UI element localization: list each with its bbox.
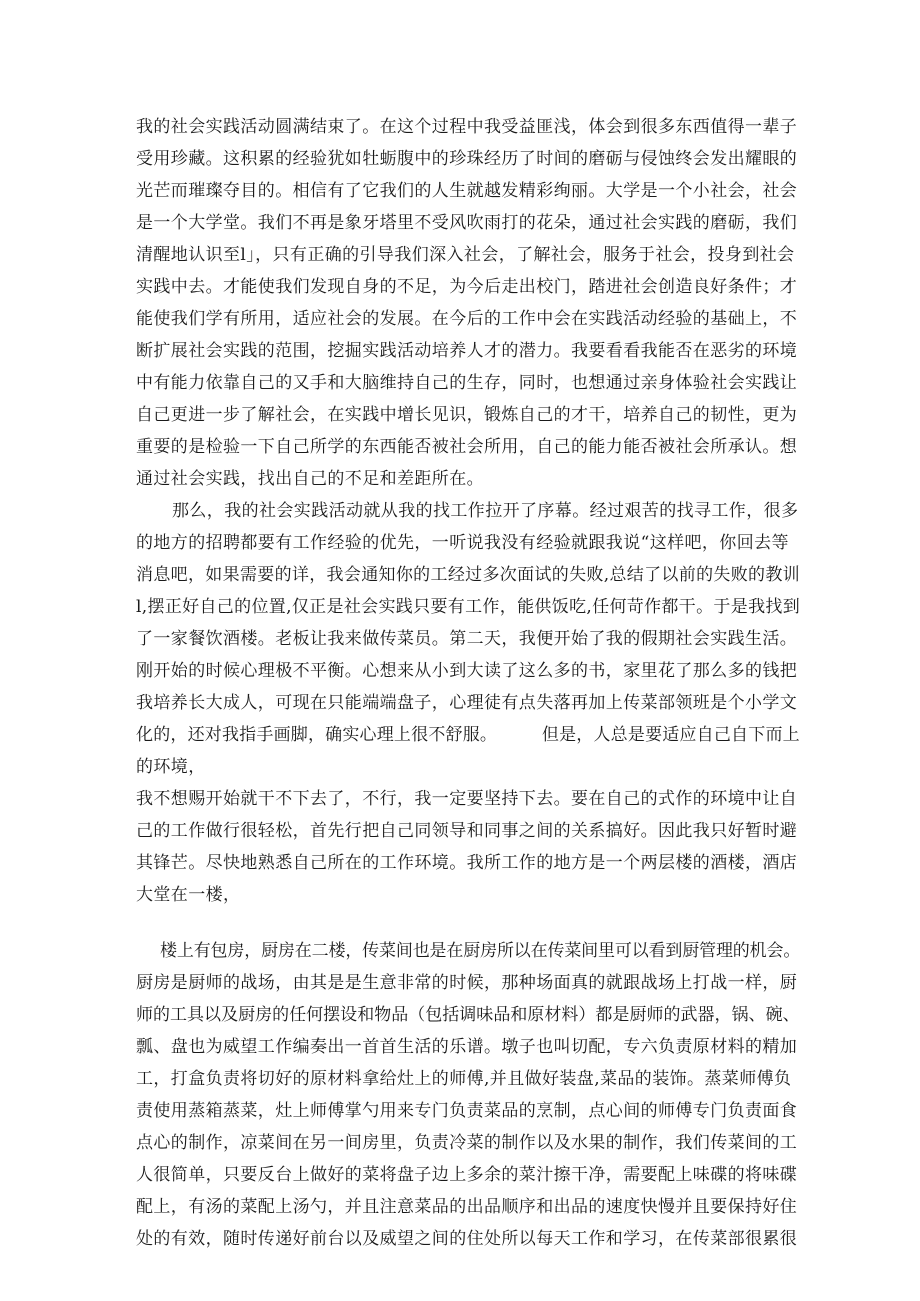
text-line: 工，打盒负责将切好的原材料拿给灶上的师傅,并且做好装盘,菜品的装饰。蒸菜师傅负 (136, 1069, 792, 1089)
text-line: 处的有效，随时传递好前台以及威望之间的住处所以每天工作和学习，在传菜部很累很 (136, 1229, 798, 1249)
text-line: 那么，我的社会实践活动就从我的找工作拉开了序幕。经过艰苦的找寻工作，很多 (172, 501, 799, 521)
text-line: 的地方的招聘都要有工作经验的优先，一听说我没有经验就跟我说“这样吧，你回去等 (136, 533, 789, 553)
text-line: l,摆正好自己的位置,仅正是社会实践只要有工作，能供饭吃,任何苛作都干。于是我找到 (136, 597, 801, 617)
text-line: 断扩展社会实践的范围，挖掘实践活动培养人才的潜力。我要看看我能否在恶劣的环境 (136, 341, 798, 361)
text-line: 中有能力依靠自己的又手和大脑维持自己的生存，同时，也想通过亲身体验社会实践让 (136, 373, 798, 393)
text-line: 师的工具以及厨房的任何摆设和物品（包括调味品和原材料）都是厨师的武器，锅、碗、 (136, 1005, 800, 1025)
text-line: 己的工作做行很轻松，首先行把自己同领导和同事之间的关系搞好。因此我只好暂时避 (136, 821, 798, 841)
text-line: 受用珍藏。这积累的经验犹如牡蛎腹中的珍珠经历了时间的磨砺与侵蚀终会发出耀眼的 (136, 149, 798, 169)
text-line: 了一家餐饮酒楼。老板让我来做传菜员。第二天，我便开始了我的假期社会实践生活。 (136, 629, 798, 649)
text-line: 我的社会实践活动圆满结束了。在这个过程中我受益匪浅，体会到很多东西值得一辈子 (136, 117, 798, 137)
text-line: 人很简单，只要反台上做好的菜将盘子边上多余的菜汁擦干净，需要配上味碟的将味碟 (136, 1165, 798, 1185)
text-line: 其锋芒。尽快地熟悉自己所在的工作环境。我所工作的地方是一个两层楼的酒楼，酒店 (136, 853, 798, 873)
text-line: 清醒地认识至l」，只有正确的引导我们深入社会，了解社会，服务于社会，投身到社会 (136, 245, 795, 265)
text-line: 是一个大学堂。我们不再是象牙塔里不受风吹雨打的花朵，通过社会实践的磨砺，我们 (136, 213, 798, 233)
text-line: 自己更进一步了解社会，在实践中增长见识，锻炼自己的才干，培养自己的韧性，更为 (136, 405, 798, 425)
text-line: 配上，有汤的菜配上汤勺，并且注意菜品的出品顺序和出品的速度快慢并且要保持好住 (136, 1197, 798, 1217)
text-line: 消息吧，如果需要的详，我会通知你的工经过多次面试的失败,总结了以前的失败的教训 (136, 565, 801, 585)
text-line: 大堂在一楼， (136, 885, 241, 905)
text-line: 我不想赐开始就干不下去了，不行，我一定要坚持下去。要在自己的式作的环境中让自 (136, 789, 798, 809)
text-line: 实践中去。才能使我们发现自身的不足，为今后走出校门，踏进社会创造良好条件；才 (136, 277, 798, 297)
text-line: 光芒而璀璨夺目的。相信有了它我们的人生就越发精彩绚丽。大学是一个小社会，社会 (136, 181, 798, 201)
text-line: 瓢、盘也为威望工作编奏出一首首生活的乐谱。墩子也叫切配，专六负责原材料的精加 (136, 1037, 798, 1057)
text-line: 楼上有包房，厨房在二楼，传菜间也是在厨房所以在传菜间里可以看到厨管理的机会。 (160, 941, 801, 961)
text-line: 责使用蒸箱蒸菜，灶上师傅掌勺用来专门负责菜品的烹制，点心间的师傅专门负责面食 (136, 1101, 798, 1121)
text-line: 我培养长大成人，可现在只能端端盘子，心理徒有点失落再加上传菜部领班是个小学文 (136, 693, 798, 713)
text-line: 能使我们学有所用，适应社会的发展。在今后的工作中会在实践活动经验的基础上，不 (136, 309, 798, 329)
text-line: 刚开始的时候心理极不平衡。心想来从小到大读了这么多的书，家里花了那么多的钱把 (136, 661, 798, 681)
text-line: 化的，还对我指手画脚，确实心理上很不舒服。 但是，人总是要适应自己自下而上 (136, 725, 800, 745)
text-line: 通过社会实践，找出自己的不足和差距所在。 (136, 469, 484, 489)
text-line: 重要的是检验一下自己所学的东西能否被社会所用，自己的能力能否被社会所承认。想 (136, 437, 798, 457)
text-line: 点心的制作，凉菜间在另一间房里，负责冷菜的制作以及水果的制作，我们传菜间的工 (136, 1133, 798, 1153)
text-line: 的环境， (136, 757, 206, 777)
text-line: 厨房是厨师的战场，由其是是生意非常的时候，那种场面真的就跟战场上打战一样，厨 (136, 973, 798, 993)
